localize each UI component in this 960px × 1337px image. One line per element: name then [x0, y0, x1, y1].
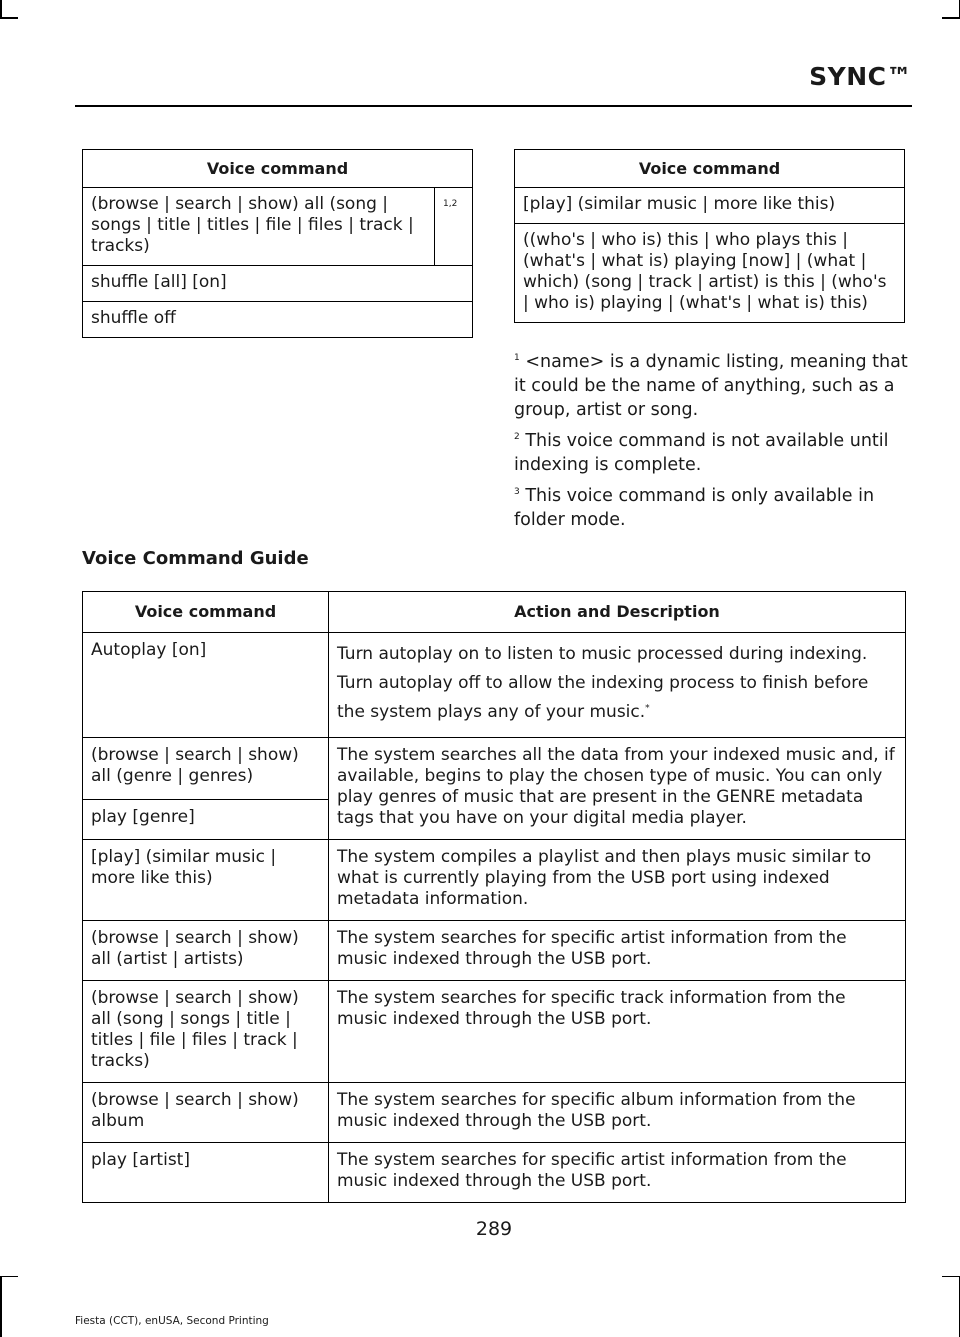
action-cell: The system searches for specific artist information from the music indexed through the USB port. [329, 1143, 906, 1203]
command-cell: shuffle [all] [on] [83, 266, 473, 302]
footnote-text: This voice command is not available until indexing is complete. [514, 431, 889, 475]
table-row [83, 633, 906, 738]
command-cell: (browse | search | show) all (genre | genres) [83, 738, 329, 800]
voice-command-table-right [514, 149, 905, 323]
table-row [515, 188, 905, 224]
action-cell: The system searches for specific artist information from the music indexed through the USB port. [329, 921, 906, 981]
table-header: Voice command [515, 150, 905, 188]
footnotes [514, 350, 909, 539]
action-cell [329, 633, 906, 738]
table-row [83, 921, 906, 981]
footnote [514, 484, 909, 532]
action-text: Turn autoplay on to listen to music processed during indexing. Turn autoplay off to allow the indexing process to finish before the system plays any of your music. [337, 644, 869, 722]
table-row [83, 302, 473, 338]
footnote [514, 429, 909, 477]
action-cell: The system searches for specific track information from the music indexed through the USB port. [329, 981, 906, 1083]
crop-mark [0, 1277, 2, 1337]
crop-mark [942, 1276, 960, 1278]
command-cell: play [artist] [83, 1143, 329, 1203]
command-cell: (browse | search | show) all (song | songs | title | titles | file | files | track | tracks) [83, 188, 435, 266]
voice-command-table-left [82, 149, 473, 338]
command-cell: Autoplay [on] [83, 633, 329, 738]
footer-text: Fiesta (CCT), enUSA, Second Printing [75, 1315, 269, 1327]
table-header: Voice command [83, 150, 473, 188]
voice-command-guide-table [82, 591, 906, 1203]
action-cell: The system compiles a playlist and then plays music similar to what is currently playing from the USB port using indexed metadata information. [329, 840, 906, 921]
footnote-text: <name> is a dynamic listing, meaning that it could be the name of anything, such as a group, artist or song. [514, 352, 908, 420]
page-header-title: SYNC™ [809, 62, 912, 91]
column-header-command: Voice command [83, 592, 329, 633]
table-row [83, 981, 906, 1083]
footnote [514, 350, 909, 422]
footnote-mark: 1 [514, 353, 520, 364]
footnote-text: This voice command is only available in folder mode. [514, 486, 875, 530]
action-cell: The system searches all the data from your indexed music and, if available, begins to play the chosen type of music. You can only play genres of music that are present in the GENRE metadata tags that you have on your digital media player. [329, 738, 906, 840]
section-title: Voice Command Guide [82, 548, 309, 569]
crop-mark [0, 1276, 18, 1278]
crop-mark [942, 17, 960, 19]
action-cell: The system searches for specific album information from the music indexed through the USB port. [329, 1083, 906, 1143]
command-cell: ((who's | who is) this | who plays this | (what's | what is) playing [now] | (what | which) (song | track | artist) is this | (who's | who is) playing | (what's | what is) this) [515, 224, 905, 323]
footnote-ref: 1,2 [434, 188, 472, 266]
table-row [83, 840, 906, 921]
crop-mark [0, 17, 18, 19]
footnote-mark: * [645, 703, 650, 714]
command-cell: (browse | search | show) all (artist | artists) [83, 921, 329, 981]
table-row [83, 1083, 906, 1143]
command-cell: [play] (similar music | more like this) [515, 188, 905, 224]
command-cell: shuffle off [83, 302, 473, 338]
crop-mark [0, 0, 2, 18]
header-rule [75, 105, 912, 107]
page-number: 289 [475, 1218, 513, 1240]
command-cell: play [genre] [83, 799, 329, 839]
table-row [83, 188, 473, 266]
table-row [83, 266, 473, 302]
command-cell: (browse | search | show) album [83, 1083, 329, 1143]
footnote-mark: 3 [514, 487, 520, 498]
footnote-mark: 2 [514, 432, 520, 443]
command-cell: [play] (similar music | more like this) [83, 840, 329, 921]
table-row [83, 1143, 906, 1203]
table-row [83, 738, 906, 800]
table-row [515, 224, 905, 323]
column-header-action: Action and Description [329, 592, 906, 633]
command-cell: (browse | search | show) all (song | songs | title | titles | file | files | track | tracks) [83, 981, 329, 1083]
